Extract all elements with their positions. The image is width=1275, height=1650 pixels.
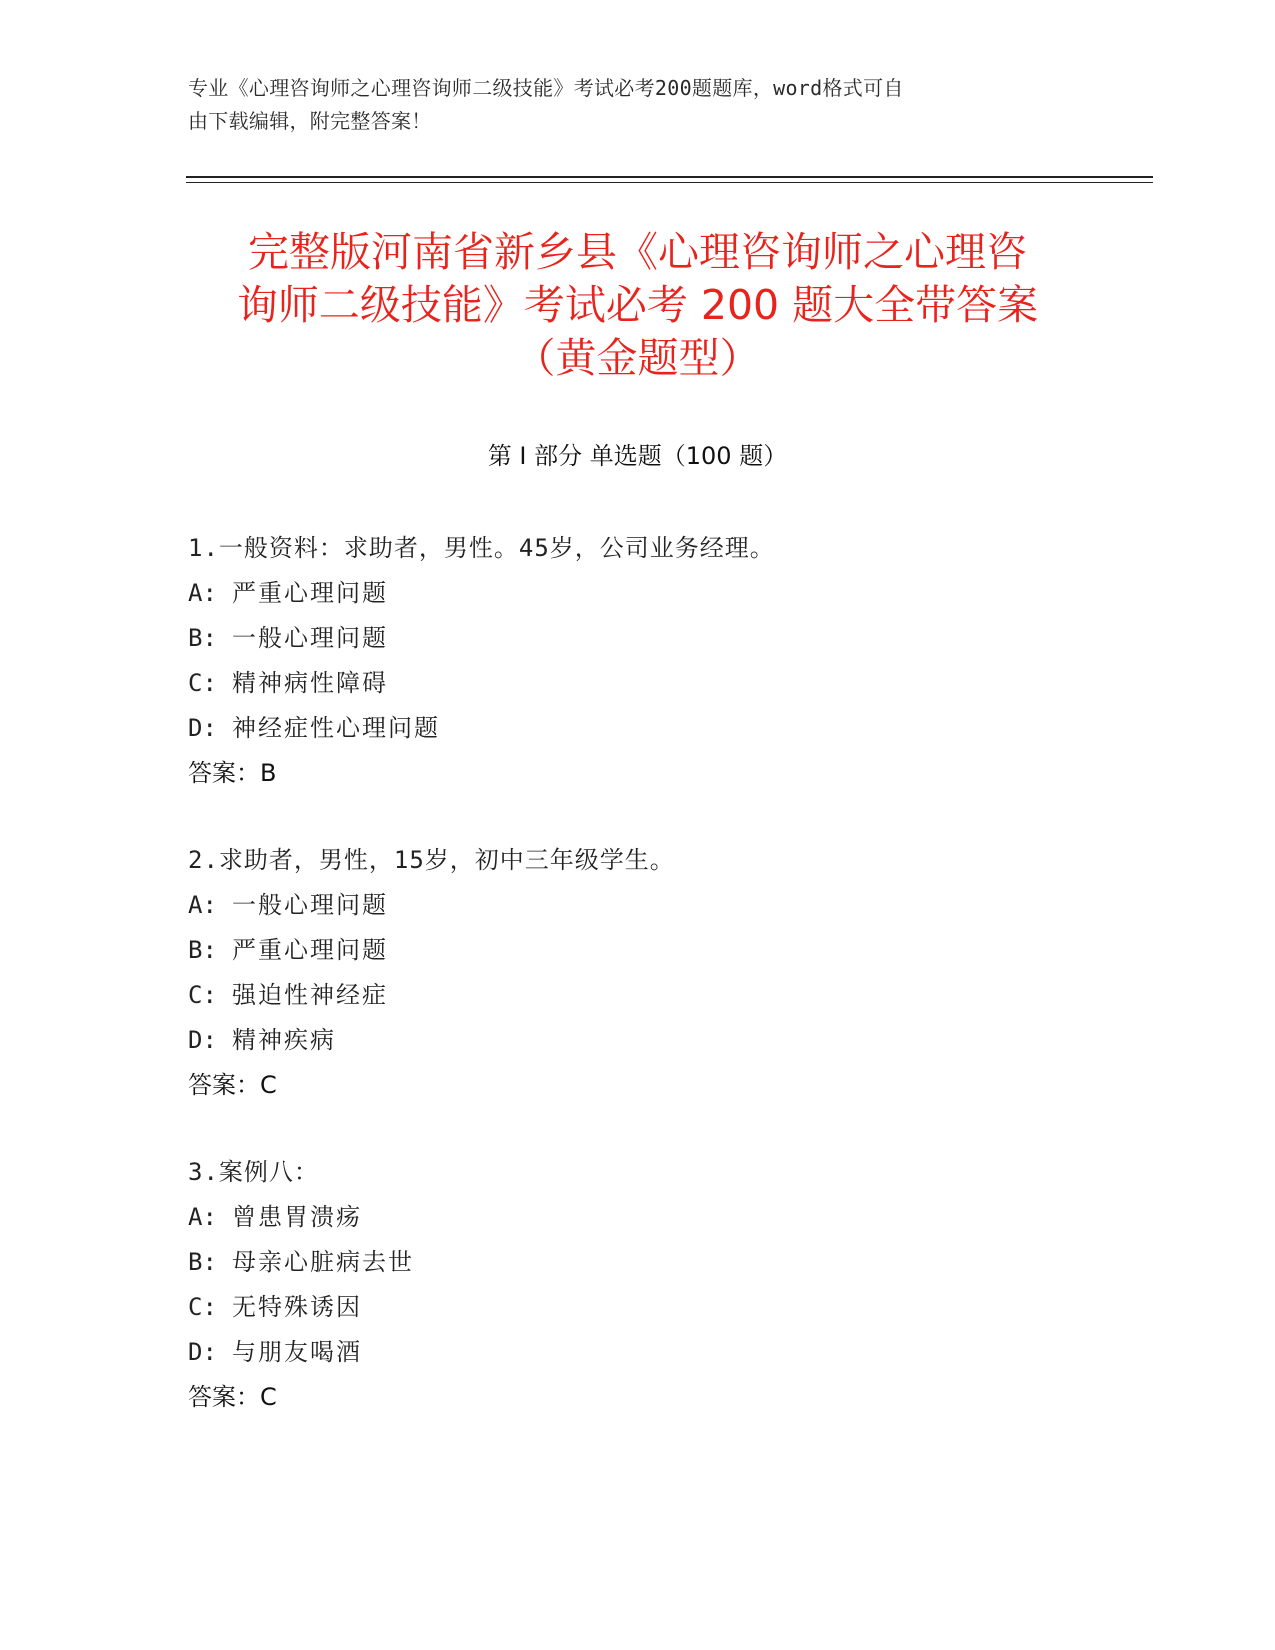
- option-letter: D:: [188, 714, 217, 742]
- option-letter: D:: [188, 1338, 217, 1366]
- question-list: [188, 526, 1148, 1462]
- option-letter: A:: [188, 1203, 217, 1231]
- option-letter: C:: [188, 669, 217, 697]
- option-c: [188, 1285, 1148, 1330]
- option-b: [188, 1240, 1148, 1285]
- option-text: 精神病性障碍: [232, 669, 388, 697]
- option-letter: C:: [188, 981, 217, 1009]
- option-text: 神经症性心理问题: [232, 714, 440, 742]
- option-b: [188, 616, 1148, 661]
- header-divider-thick: [186, 176, 1153, 178]
- title-line: 询师二级技能》考试必考 200 题大全带答案: [236, 281, 1039, 329]
- option-letter: A:: [188, 891, 217, 919]
- option-text: 曾患胃溃疡: [232, 1203, 362, 1231]
- option-letter: D:: [188, 1026, 217, 1054]
- option-d: [188, 1018, 1148, 1063]
- option-a: [188, 883, 1148, 928]
- question-item: [188, 838, 1148, 1108]
- title-line: （黄金题型）: [514, 334, 761, 382]
- answer-line: 答案：C: [188, 1071, 277, 1099]
- option-text: 强迫性神经症: [232, 981, 388, 1009]
- option-letter: B:: [188, 1248, 217, 1276]
- option-text: 母亲心脏病去世: [232, 1248, 414, 1276]
- document-title: [150, 226, 1125, 385]
- option-d: [188, 1330, 1148, 1375]
- option-letter: B:: [188, 624, 217, 652]
- option-text: 精神疾病: [232, 1026, 336, 1054]
- answer-line: 答案：B: [188, 759, 277, 787]
- title-line: 完整版河南省新乡县《心理咨询师之心理咨: [248, 228, 1027, 276]
- header-note: [188, 72, 1068, 138]
- header-note-line: 由下载编辑，附完整答案！: [188, 109, 432, 133]
- option-text: 无特殊诱因: [232, 1293, 362, 1321]
- section-heading: 第 I 部分 单选题（100 题）: [487, 442, 788, 470]
- question-stem: 2.求助者，男性，15岁，初中三年级学生。: [188, 846, 675, 874]
- question-stem: 3.案例八：: [188, 1158, 319, 1186]
- question-stem: 1.一般资料：求助者，男性。45岁，公司业务经理。: [188, 534, 775, 562]
- option-a: [188, 1195, 1148, 1240]
- question-item: [188, 1150, 1148, 1420]
- option-text: 一般心理问题: [232, 624, 388, 652]
- option-letter: C:: [188, 1293, 217, 1321]
- header-note-line: 专业《心理咨询师之心理咨询师二级技能》考试必考200题题库，word格式可自: [188, 76, 904, 100]
- header-divider-thin: [186, 182, 1153, 183]
- option-text: 严重心理问题: [232, 936, 388, 964]
- option-c: [188, 661, 1148, 706]
- question-item: [188, 526, 1148, 796]
- option-d: [188, 706, 1148, 751]
- option-b: [188, 928, 1148, 973]
- option-a: [188, 571, 1148, 616]
- option-text: 一般心理问题: [232, 891, 388, 919]
- option-c: [188, 973, 1148, 1018]
- answer-line: 答案：C: [188, 1383, 277, 1411]
- option-letter: A:: [188, 579, 217, 607]
- option-text: 与朋友喝酒: [232, 1338, 362, 1366]
- option-text: 严重心理问题: [232, 579, 388, 607]
- option-letter: B:: [188, 936, 217, 964]
